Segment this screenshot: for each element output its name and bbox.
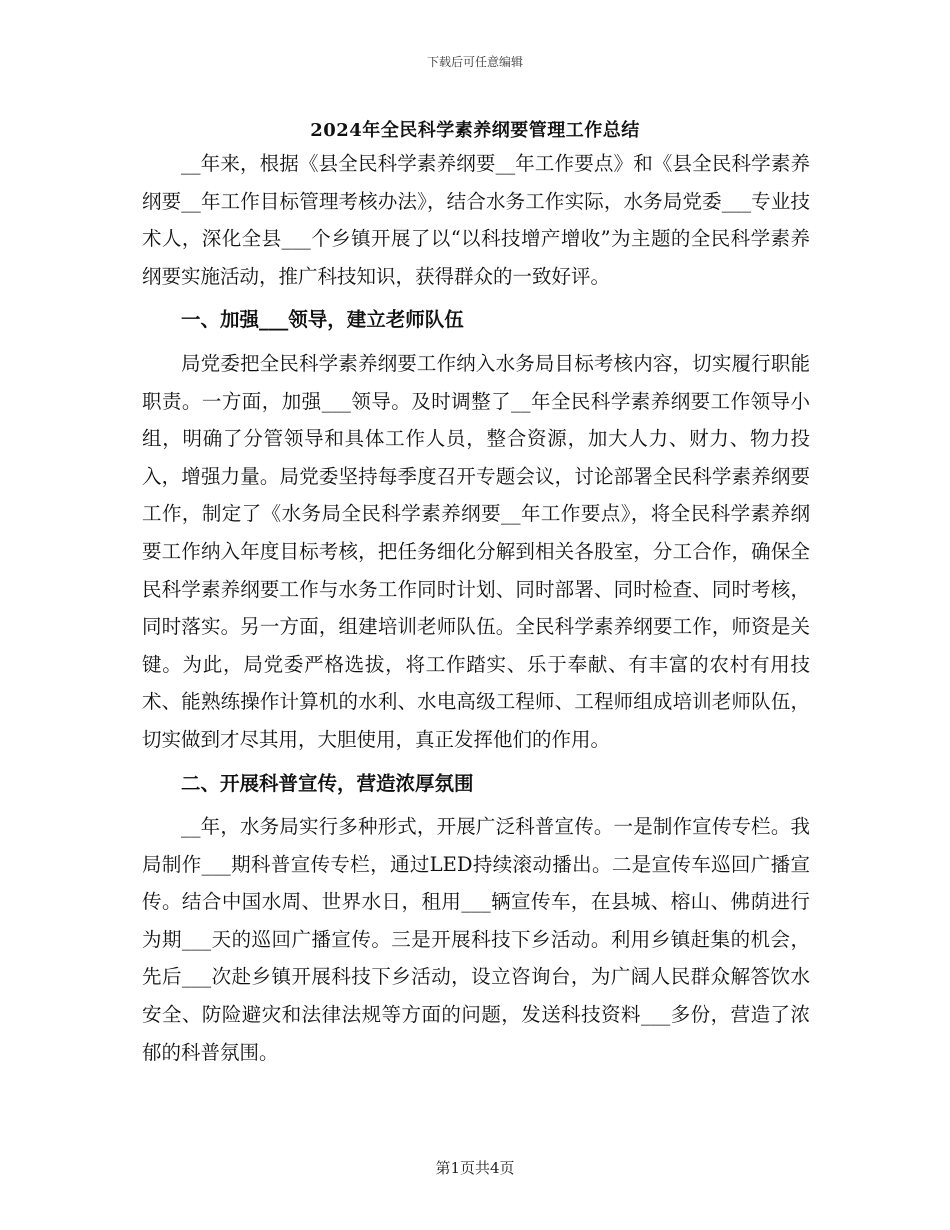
intro-paragraph: __年来，根据《县全民科学素养纲要__年工作要点》和《县全民科学素养纲要__年工作目标管理考核办法》，结合水务工作实际，水务局党委___专业技术人，深化全县___个乡镇开展了以“以科技增产增收”为主题的全民科学素养纲要实施活动，推广科技知识，获得群众的一致好评。 — [142, 152, 810, 288]
document-body — [142, 145, 810, 1071]
page-header: 下载后可任意编辑 — [426, 55, 523, 69]
page-footer: 第1页共4页 — [435, 1159, 515, 1177]
document-title: 2024年全民科学素养纲要管理工作总结 — [310, 120, 640, 141]
section2-paragraph: __年，水务局实行多种形式，开展广泛科普宣传。一是制作宣传专栏。我局制作___期科普宣传专栏，通过LED持续滚动播出。二是宣传车巡回广播宣传。结合中国水周、世界水日，租用___辆宣传车，在县城、榕山、佛荫进行为期___天的巡回广播宣传。三是开展科技下乡活动。利用乡镇赶集的机会，先后___次赴乡镇开展科技下乡活动，设立咨询台，为广阔人民群众解答饮水安全、防险避灾和法律法规等方面的问题，发送科技资料___多份，营造了浓郁的科普氛围。 — [142, 815, 810, 1064]
section1-paragraph: 局党委把全民科学素养纲要工作纳入水务局目标考核内容，切实履行职能职责。一方面，加强___领导。及时调整了__年全民科学素养纲要工作领导小组，明确了分管领导和具体工作人员，整合资源，加大人力、财力、物力投入，增强力量。局党委坚持每季度召开专题会议，讨论部署全民科学素养纲要工作，制定了《水务局全民科学素养纲要__年工作要点》，将全民科学素养纲要工作纳入年度目标考核，把任务细化分解到相关各股室，分工合作，确保全民科学素养纲要工作与水务工作同时计划、同时部署、同时检查、同时考核，同时落实。另一方面，组建培训老师队伍。全民科学素养纲要工作，师资是关键。为此，局党委严格选拔，将工作踏实、乐于奉献、有丰富的农村有用技术、能熟练操作计算机的水利、水电高级工程师、工程师组成培训老师队伍，切实做到才尽其用，大胆使用，真正发挥他们的作用。 — [142, 351, 810, 751]
section2-heading: 二、开展科普宣传，营造浓厚氛围 — [181, 771, 474, 795]
section1-heading: 一、加强___领导，建立老师队伍 — [181, 308, 464, 332]
